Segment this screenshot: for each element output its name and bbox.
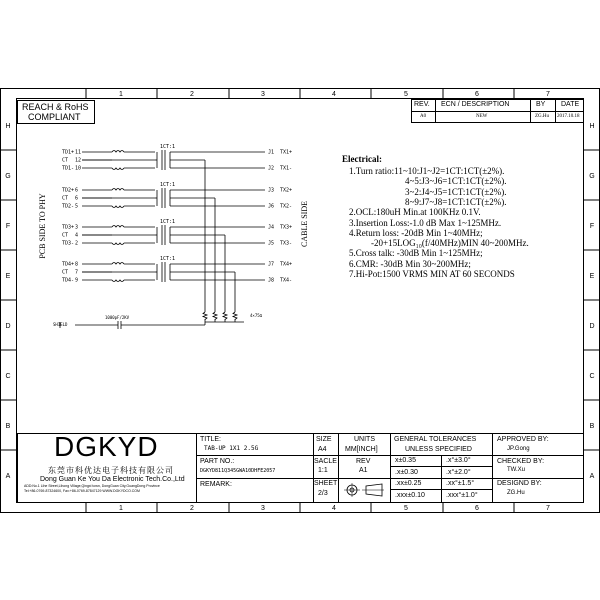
rev-label: REV: [356, 458, 371, 465]
size-label: SIZE: [316, 436, 332, 443]
pin-label-right: TX4+: [280, 261, 293, 268]
grid-row-label-left: D: [5, 323, 11, 330]
grid-row-label-right: A: [589, 473, 595, 480]
date-header: DATE: [561, 101, 580, 108]
title-value: TAB-UP 1X1 2.5G: [204, 445, 259, 452]
grid-col-label-top: 5: [404, 91, 408, 98]
pin-label-left: TD2+: [62, 187, 75, 194]
grid-row-label-right: H: [589, 123, 595, 130]
electrical-heading: Electrical:: [342, 154, 382, 164]
pin-label-right: TX1+: [280, 149, 293, 156]
date-value: 2017.10.18: [557, 114, 580, 119]
company-logo: DGKYD: [54, 431, 159, 462]
compliance-line1: REACH & RoHS: [22, 102, 89, 112]
shield-label: SHIELD: [53, 322, 68, 327]
pin-label-left: TD1+: [62, 149, 75, 156]
electrical-spec-line: 5.Cross talk: -30dB Min 1~125MHz;: [349, 248, 483, 259]
projection-symbol-icon: [342, 482, 386, 498]
tolerance-linear: .xx±0.25: [395, 480, 422, 487]
ecn-header: ECN / DESCRIPTION: [441, 101, 510, 108]
pin-label-left: TD1-: [62, 165, 75, 172]
grid-row-label-right: C: [589, 373, 595, 380]
cap-label: 1000pF/2KV: [105, 315, 130, 320]
pin-label-right: TX3-: [280, 240, 293, 247]
electrical-spec-line: 4.Return loss: -20dB Min 1~40MHz;: [349, 227, 483, 238]
grid-col-label-top: 3: [261, 91, 265, 98]
pin-number-left: 4: [75, 232, 79, 239]
grid-col-label-bottom: 6: [475, 505, 479, 512]
electrical-spec-line: 6.CMR: -30dB Min 30~200MHz;: [349, 258, 471, 269]
grid-col-label-top: 1: [119, 91, 123, 98]
electrical-spec-line: 2.OCL:180uH Min.at 100KHz 0.1V.: [349, 207, 481, 218]
tolerances-title1: GENERAL TOLERANCES: [394, 436, 477, 443]
transformer-ratio-label: 1CT:1: [160, 256, 176, 262]
electrical-spec-line: 3.Insertion Loss:-1.0 dB Max 1~125MHz.: [349, 217, 502, 228]
grid-row-label-left: A: [5, 473, 11, 480]
tolerance-angular: .x°±3.0°: [446, 457, 471, 464]
pin-number-right: J4: [268, 224, 275, 231]
checked-value: TW.Xu: [507, 467, 526, 473]
tolerances-title2: UNLESS SPECIFIED: [405, 446, 472, 453]
grid-col-label-bottom: 4: [332, 505, 336, 512]
pin-label-left: TD2-: [62, 203, 75, 210]
sheet-value: 2/3: [318, 490, 328, 497]
electrical-spec-line: 3~2:J4~J5=1CT:1CT(±2%).: [405, 186, 507, 197]
pin-number-left: 6: [75, 187, 79, 194]
pin-label-right: TX2-: [280, 203, 293, 210]
grid-col-label-top: 6: [475, 91, 479, 98]
pin-label-left: CT: [62, 232, 69, 239]
part-value: DGKYD811Q345GWA10DHFE2057: [200, 468, 276, 474]
tolerance-linear: x±0.35: [395, 457, 416, 464]
rev-value: A0: [420, 114, 427, 119]
approved-label: APPROVED BY:: [497, 436, 549, 443]
pin-label-right: TX4-: [280, 277, 293, 284]
tolerance-angular: .xxx°±1.0°: [446, 491, 478, 499]
grid-row-label-left: H: [5, 123, 11, 130]
pin-number-left: 6: [75, 195, 79, 202]
pin-number-left: 8: [75, 261, 79, 268]
grid-col-label-bottom: 2: [190, 505, 194, 512]
designed-label: DESIGND BY:: [497, 480, 542, 487]
electrical-spec-line: -20+15LOG₁₀(f/40MHz)MIN 40~200MHz.: [371, 238, 529, 249]
pin-label-right: TX1-: [280, 165, 293, 172]
electrical-spec-line: 7.Hi-Pot:1500 VRMS MIN AT 60 SECONDS: [349, 269, 515, 279]
by-value: ZG.Hu: [535, 114, 550, 119]
pin-label-left: CT: [62, 157, 69, 164]
compliance-line2: COMPLIANT: [28, 112, 81, 122]
grid-row-label-right: B: [589, 423, 595, 430]
scale-value: 1:1: [318, 467, 328, 474]
grid-row-label-left: E: [5, 273, 11, 280]
company-contact: Tel:+86-0769-87324600, Fax:+86-0769-87847129 WWW.DGKYDCO.COM: [24, 489, 140, 493]
pin-label-left: TD3-: [62, 240, 75, 247]
size-value: A4: [318, 446, 327, 453]
pin-number-left: 10: [75, 165, 82, 172]
company-address: ADD:No.1 Lihe Street,Lihong Village,Qingxi town, DongGuan City,GuangDong Province: [24, 484, 160, 488]
pcb-side-label: PCB SIDE TO PHY: [38, 193, 47, 259]
grid-col-label-bottom: 5: [404, 505, 408, 512]
grid-col-label-bottom: 1: [119, 505, 123, 512]
electrical-spec-line: 1.Turn ratio:11~10:J1~J2=1CT:1CT(±2%).: [349, 166, 505, 176]
grid-col-label-top: 4: [332, 91, 336, 98]
scale-label: SACLE: [314, 458, 337, 465]
checked-label: CHECKED BY:: [497, 458, 545, 465]
pin-number-left: 3: [75, 224, 79, 231]
pin-number-right: J1: [268, 149, 275, 156]
grid-row-label-left: F: [5, 223, 11, 230]
pin-label-right: TX2+: [280, 187, 293, 194]
pin-number-right: J3: [268, 187, 275, 194]
pin-number-left: 11: [75, 149, 82, 156]
electrical-spec-line: 8~9:J7~J8=1CT:1CT(±2%).: [405, 196, 507, 207]
electrical-spec-line: 4~5:J3~J6=1CT:1CT(±2%).: [405, 176, 507, 187]
grid-col-label-top: 7: [546, 91, 550, 98]
units-value: MM[INCH]: [345, 446, 378, 453]
grid-row-label-right: D: [589, 323, 595, 330]
pin-number-left: 12: [75, 157, 82, 164]
transformer-ratio-label: 1CT:1: [160, 182, 176, 188]
pin-label-left: TD4+: [62, 261, 75, 268]
ecn-value: NEW: [476, 114, 488, 119]
grid-col-label-bottom: 3: [261, 505, 265, 512]
pin-number-left: 5: [75, 203, 79, 210]
grid-col-label-bottom: 7: [546, 505, 550, 512]
pin-label-left: TD4-: [62, 277, 75, 284]
cable-side-label: CABLE SIDE: [300, 201, 309, 247]
grid-col-label-top: 2: [190, 91, 194, 98]
pin-label-left: TD3+: [62, 224, 75, 231]
pin-number-right: J8: [268, 277, 275, 284]
transformer-ratio-label: 1CT:1: [160, 144, 176, 150]
pin-label-right: TX3+: [280, 224, 293, 231]
grid-row-label-left: G: [5, 173, 11, 180]
by-header: BY: [536, 101, 546, 108]
approved-value: JP.Gong: [507, 446, 530, 452]
pin-number-right: J7: [268, 261, 275, 268]
grid-row-label-right: E: [589, 273, 595, 280]
title-label: TITLE:: [200, 436, 222, 443]
company-name-en: Dong Guan Ke You Da Electronic Tech.Co.,Ltd: [40, 476, 185, 483]
pin-label-left: CT: [62, 269, 69, 276]
tolerance-linear: .x±0.30: [395, 468, 418, 476]
tolerance-angular: .xx°±1.5°: [446, 480, 475, 487]
grid-row-label-left: B: [5, 423, 11, 430]
tolerance-angular: .x°±2.0°: [446, 468, 471, 476]
pin-number-right: J5: [268, 240, 275, 247]
pin-number-left: 7: [75, 269, 79, 276]
grid-row-label-right: F: [589, 223, 595, 230]
res-label: 4×75Ω: [250, 313, 263, 318]
pin-label-left: CT: [62, 195, 69, 202]
sheet-label: SHEET: [314, 480, 338, 487]
tolerance-linear: .xxx±0.10: [395, 491, 425, 499]
grid-row-label-left: C: [5, 373, 11, 380]
part-label: PART NO.:: [200, 458, 235, 465]
pin-number-right: J2: [268, 165, 275, 172]
rev-header: REV.: [414, 101, 430, 108]
rev-value-tb: A1: [359, 467, 368, 474]
remark-label: REMARK:: [200, 481, 232, 488]
pin-number-left: 9: [75, 277, 79, 284]
units-label: UNITS: [354, 436, 375, 443]
designed-value: ZG.Hu: [507, 490, 525, 496]
company-name-cn: 东莞市科优达电子科技有限公司: [48, 466, 174, 475]
pin-number-left: 2: [75, 240, 79, 247]
pin-number-right: J6: [268, 203, 275, 210]
transformer-ratio-label: 1CT:1: [160, 219, 176, 225]
grid-row-label-right: G: [589, 173, 595, 180]
